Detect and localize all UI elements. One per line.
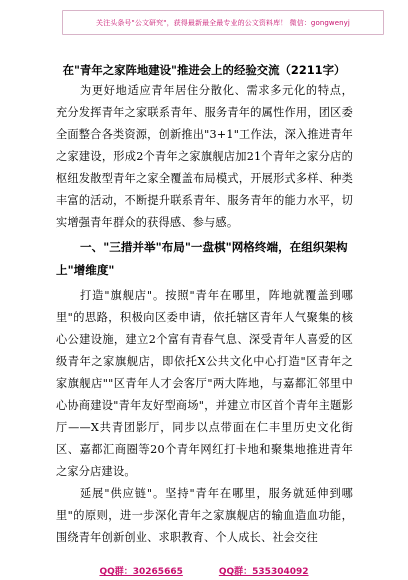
- qq-group-link[interactable]: QQ群：30265665: [99, 567, 183, 577]
- body-paragraph: 打造"旗舰店"。按照"青年在哪里，阵地就覆盖到哪里"的思路，积极向区委申请，依托辖区青年人气聚集的核心公建设施，建立2个富有青春气息、深受青年人喜爱的区级青年之家旗舰店，即依托X公共文化中心打造"区青年之家旗舰店""区青年人才会客厅"两大阵地，与嘉都汇邻里中心协商建设"青年友好型商场"，并建立市区首个青年主题影厅——X共青团影厅，同步以点带面在仁丰里历史文化街区、嘉都汇商圈等20个青年网红打卡地和聚集地推进青年之家分店建设。: [56, 289, 353, 478]
- qq-group-link[interactable]: QQ群：535304092: [218, 567, 309, 577]
- promo-notice-banner: 关注头条号"公文研究"，获得最新最全最专业的公文资料库！ 微信：gongwenyj: [62, 10, 384, 35]
- footer-contacts: [0, 564, 408, 577]
- intro-paragraph: 为更好地适应青年居住分散化、需求多元化的特点，充分发挥青年之家联系青年、服务青年的属性作用，团区委全面整合各类资源，创新推出"3+1"工作法，深入推进青年之家建设，形成2个青年之家旗舰店加21个青年之家分店的枢纽发散型青年之家全覆盖布局模式，开展形式多样、种类丰富的活动，不断提升联系青年、服务青年的能力水平，切实增强青年群众的获得感、参与感。: [56, 84, 353, 229]
- section-heading: 一、"三措并举"布局"一盘棋"网格终端，在组织架构上"增维度": [56, 240, 348, 277]
- document-content: [56, 80, 353, 549]
- body-paragraph: 延展"供应链"。坚持"青年在哪里，服务就延伸到哪里"的原则，进一步深化青年之家旗舰店的输血造血功能，围绕青年创新创业、求职教育、个人成长、社会交往: [56, 487, 353, 544]
- document-title: 在"青年之家阵地建设"推进会上的经验交流（2211字）: [62, 63, 346, 77]
